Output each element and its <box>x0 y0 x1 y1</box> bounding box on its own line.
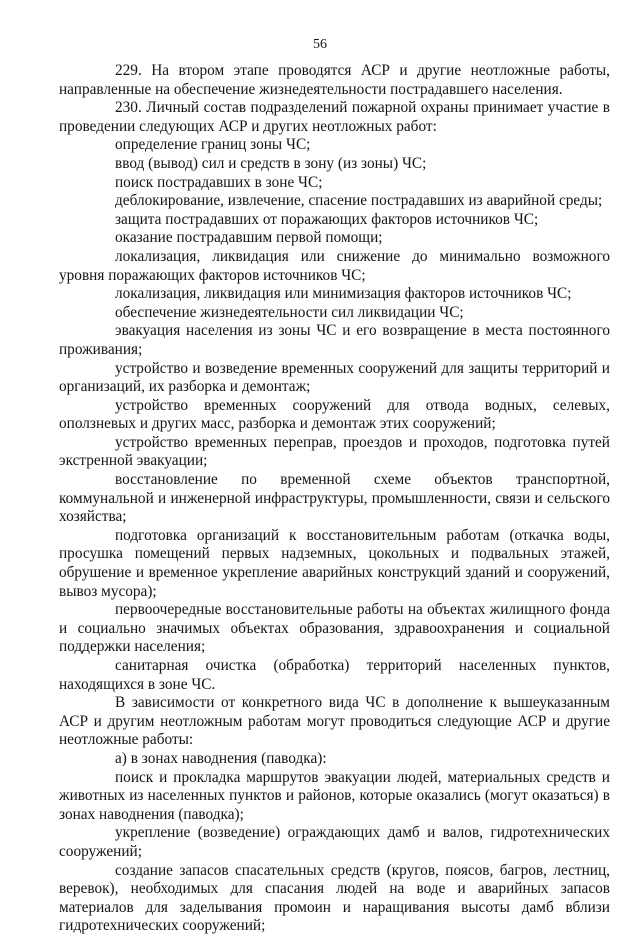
list-item: устройство временных сооружений для отвода водных, селевых, оползневых и других масс, разборка и демонтаж этих сооружений; <box>59 396 610 433</box>
list-item: обеспечение жизнедеятельности сил ликвидации ЧС; <box>115 303 464 321</box>
list-item: поиск и прокладка маршрутов эвакуации людей, материальных средств и животных из населенных пунктов и районов, которые оказались (могут оказаться) в зонах наводнения (паводка); <box>59 768 610 823</box>
list-item: локализация, ликвидация или снижение до минимально возможного уровня поражающих факторов источников ЧС; <box>59 247 610 284</box>
page-number: 56 <box>313 37 327 52</box>
list-item: поиск пострадавших в зоне ЧС; <box>115 173 323 191</box>
list-item: подготовка организаций к восстановительным работам (откачка воды, просушка помещений первых надземных, цокольных и подвальных этажей, обрушение и временное укрепление аварийных конструкций зданий и сооружений, вывоз мусора); <box>59 526 610 600</box>
subsection-heading: а) в зонах наводнения (паводка): <box>115 749 327 767</box>
list-item: устройство временных переправ, проездов и проходов, подготовка путей экстренной эвакуации; <box>59 433 610 470</box>
list-item: деблокирование, извлечение, спасение пострадавших из аварийной среды; <box>115 192 603 210</box>
list-item: устройство и возведение временных сооружений для защиты территорий и организаций, их разборка и демонтаж; <box>59 359 610 396</box>
list-item: санитарная очистка (обработка) территорий населенных пунктов, находящихся в зоне ЧС. <box>59 657 610 693</box>
paragraph-additional-works: В зависимости от конкретного вида ЧС в дополнение к вышеуказанным АСР и другим неотложным работам могут проводиться следующие АСР и другие неотложные работы: <box>59 694 610 749</box>
document-body <box>59 62 610 936</box>
list-item: оказание пострадавшим первой помощи; <box>115 229 383 247</box>
paragraph-230: 230. Личный состав подразделений пожарной охраны принимает участие в проведении следующих АСР и других неотложных работ: <box>59 99 610 135</box>
list-item: создание запасов спасательных средств (кругов, поясов, багров, лестниц, веревок), необходимых для спасания людей на воде и аварийных запасов материалов для заделывания промоин и наращивания высоты дамб вблизи гидротехнических сооружений; <box>59 861 610 935</box>
list-item: локализация, ликвидация или минимизация факторов источников ЧС; <box>115 285 572 303</box>
paragraph-229: 229. На втором этапе проводятся АСР и другие неотложные работы, направленные на обеспечение жизнедеятельности пострадавшего населения. <box>59 62 610 98</box>
list-item: определение границ зоны ЧС; <box>115 136 311 154</box>
list-item: восстановление по временной схеме объектов транспортной, коммунальной и инженерной инфраструктуры, промышленности, связи и сельского хозяйства; <box>59 471 610 526</box>
list-item: первоочередные восстановительные работы на объектах жилищного фонда и социально значимых объектах образования, здравоохранения и социальной поддержки населения; <box>59 601 610 656</box>
list-item: защита пострадавших от поражающих факторов источников ЧС; <box>115 210 539 228</box>
list-item: укрепление (возведение) ограждающих дамб и валов, гидротехнических сооружений; <box>59 824 610 860</box>
list-item: ввод (вывод) сил и средств в зону (из зоны) ЧС; <box>115 154 427 172</box>
list-item: эвакуация населения из зоны ЧС и его возвращение в места постоянного проживания; <box>59 322 610 358</box>
